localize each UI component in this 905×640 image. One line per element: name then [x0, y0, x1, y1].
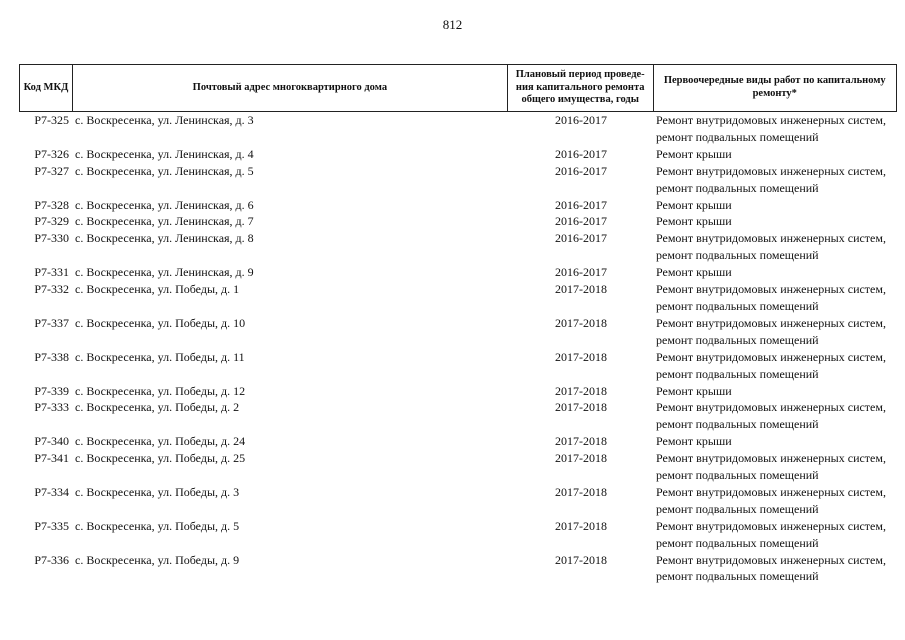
row-works — [654, 518, 897, 552]
row-address: с. Воскресенка, ул. Победы, д. 10 — [75, 315, 246, 330]
row-work-line: Ремонт внутридомовых инженерных систем, — [656, 282, 886, 297]
header-address: Почтовый адрес многоквартирного дома — [73, 65, 508, 111]
header-period: Плановый период проведе-ния капитального ремонта общего имущества, годы — [508, 65, 654, 111]
row-address: с. Воскресенка, ул. Ленинская, д. 9 — [75, 265, 254, 280]
row-address: с. Воскресенка, ул. Ленинская, д. 7 — [75, 214, 254, 229]
row-period: 2016-2017 — [555, 214, 607, 229]
table-row — [19, 264, 897, 281]
row-work-line: Ремонт крыши — [656, 197, 732, 212]
table-body — [19, 112, 897, 585]
row-work-line: Ремонт внутридомовых инженерных систем, — [656, 518, 886, 533]
row-works — [654, 197, 897, 214]
row-period: 2017-2018 — [555, 315, 607, 330]
row-work-line: ремонт подвальных помещений — [656, 417, 819, 432]
row-address: с. Воскресенка, ул. Ленинская, д. 8 — [75, 231, 254, 246]
row-work-line: Ремонт крыши — [656, 434, 732, 449]
row-address: с. Воскресенка, ул. Победы, д. 11 — [75, 349, 245, 364]
row-work-line: ремонт подвальных помещений — [656, 501, 819, 516]
row-period: 2017-2018 — [555, 434, 607, 449]
row-works — [654, 349, 897, 383]
row-work-line: ремонт подвальных помещений — [656, 180, 819, 195]
row-address: с. Воскресенка, ул. Победы, д. 1 — [75, 282, 240, 297]
row-works — [654, 112, 897, 146]
row-code: Р7-338 — [34, 349, 69, 364]
row-code: Р7-326 — [34, 146, 69, 161]
row-address: с. Воскресенка, ул. Победы, д. 3 — [75, 484, 240, 499]
header-code: Код МКД — [20, 65, 73, 111]
row-work-line: Ремонт внутридомовых инженерных систем, — [656, 315, 886, 330]
row-work-line: ремонт подвальных помещений — [656, 569, 819, 584]
row-work-line: ремонт подвальных помещений — [656, 366, 819, 381]
row-works — [654, 552, 897, 586]
table-row — [19, 281, 897, 315]
row-work-line: Ремонт внутридомовых инженерных систем, — [656, 349, 886, 364]
row-code: Р7-341 — [34, 451, 69, 466]
row-address: с. Воскресенка, ул. Победы, д. 25 — [75, 451, 246, 466]
row-code: Р7-328 — [34, 197, 69, 212]
row-work-line: Ремонт внутридомовых инженерных систем, — [656, 552, 886, 567]
row-work-line: ремонт подвальных помещений — [656, 129, 819, 144]
table-row — [19, 230, 897, 264]
row-period: 2017-2018 — [555, 349, 607, 364]
row-works — [654, 383, 897, 400]
row-work-line: Ремонт внутридомовых инженерных систем, — [656, 484, 886, 499]
row-work-line: Ремонт крыши — [656, 146, 732, 161]
row-works — [654, 281, 897, 315]
table-row — [19, 315, 897, 349]
row-period: 2016-2017 — [555, 197, 607, 212]
row-work-line: Ремонт внутридомовых инженерных систем, — [656, 400, 886, 415]
table-row — [19, 552, 897, 586]
row-address: с. Воскресенка, ул. Ленинская, д. 3 — [75, 113, 254, 127]
table-row — [19, 112, 897, 146]
row-address: с. Воскресенка, ул. Ленинская, д. 5 — [75, 163, 254, 178]
table-row — [19, 450, 897, 484]
table-row — [19, 163, 897, 197]
row-works — [654, 450, 897, 484]
row-code: Р7-335 — [34, 518, 69, 533]
row-period: 2017-2018 — [555, 383, 607, 398]
row-address: с. Воскресенка, ул. Ленинская, д. 4 — [75, 146, 254, 161]
row-code: Р7-334 — [34, 484, 69, 499]
row-address: с. Воскресенка, ул. Победы, д. 12 — [75, 383, 246, 398]
table-row — [19, 399, 897, 433]
table-row — [19, 146, 897, 163]
row-period: 2016-2017 — [555, 113, 607, 127]
row-period: 2016-2017 — [555, 231, 607, 246]
row-code: Р7-332 — [34, 282, 69, 297]
row-period: 2016-2017 — [555, 146, 607, 161]
row-period: 2017-2018 — [555, 484, 607, 499]
row-works — [654, 433, 897, 450]
row-work-line: ремонт подвальных помещений — [656, 248, 819, 263]
table-row — [19, 484, 897, 518]
row-work-line: Ремонт внутридомовых инженерных систем, — [656, 451, 886, 466]
table-row — [19, 349, 897, 383]
row-work-line: Ремонт внутридомовых инженерных систем, — [656, 113, 886, 127]
row-code: Р7-329 — [34, 214, 69, 229]
table-row — [19, 197, 897, 214]
row-period: 2017-2018 — [555, 400, 607, 415]
table-row — [19, 433, 897, 450]
row-code: Р7-333 — [34, 400, 69, 415]
row-work-line: Ремонт крыши — [656, 214, 732, 229]
header-works: Первоочередные виды работ по капитальному ремонту* — [663, 75, 886, 99]
row-period: 2016-2017 — [555, 265, 607, 280]
row-works — [654, 315, 897, 349]
row-works — [654, 213, 897, 230]
row-work-line: ремонт подвальных помещений — [656, 468, 819, 483]
row-code: Р7-327 — [34, 163, 69, 178]
row-work-line: ремонт подвальных помещений — [656, 535, 819, 550]
row-work-line: ремонт подвальных помещений — [656, 298, 819, 313]
row-address: с. Воскресенка, ул. Победы, д. 24 — [75, 434, 246, 449]
row-address: с. Воскресенка, ул. Победы, д. 9 — [75, 552, 240, 567]
row-address: с. Воскресенка, ул. Победы, д. 5 — [75, 518, 240, 533]
row-works — [654, 163, 897, 197]
row-period: 2017-2018 — [555, 518, 607, 533]
row-work-line: ремонт подвальных помещений — [656, 332, 819, 347]
row-period: 2016-2017 — [555, 163, 607, 178]
table-row — [19, 518, 897, 552]
row-period: 2017-2018 — [555, 552, 607, 567]
row-address: с. Воскресенка, ул. Ленинская, д. 6 — [75, 197, 254, 212]
table-row — [19, 213, 897, 230]
row-work-line: Ремонт крыши — [656, 265, 732, 280]
row-works — [654, 230, 897, 264]
row-code: Р7-325 — [34, 113, 69, 127]
table-header — [19, 64, 897, 112]
row-works — [654, 399, 897, 433]
row-period: 2017-2018 — [555, 451, 607, 466]
row-code: Р7-331 — [34, 265, 69, 280]
table-row — [19, 383, 897, 400]
page-number: 812 — [442, 17, 463, 32]
row-code: Р7-339 — [34, 383, 69, 398]
row-work-line: Ремонт крыши — [656, 383, 732, 398]
row-works — [654, 146, 897, 163]
row-works — [654, 264, 897, 281]
row-period: 2017-2018 — [555, 282, 607, 297]
row-code: Р7-336 — [34, 552, 69, 567]
row-work-line: Ремонт внутридомовых инженерных систем, — [656, 231, 886, 246]
row-works — [654, 484, 897, 518]
row-address: с. Воскресенка, ул. Победы, д. 2 — [75, 400, 240, 415]
row-code: Р7-337 — [34, 315, 69, 330]
row-code: Р7-330 — [34, 231, 69, 246]
row-work-line: Ремонт внутридомовых инженерных систем, — [656, 163, 886, 178]
row-code: Р7-340 — [34, 434, 69, 449]
